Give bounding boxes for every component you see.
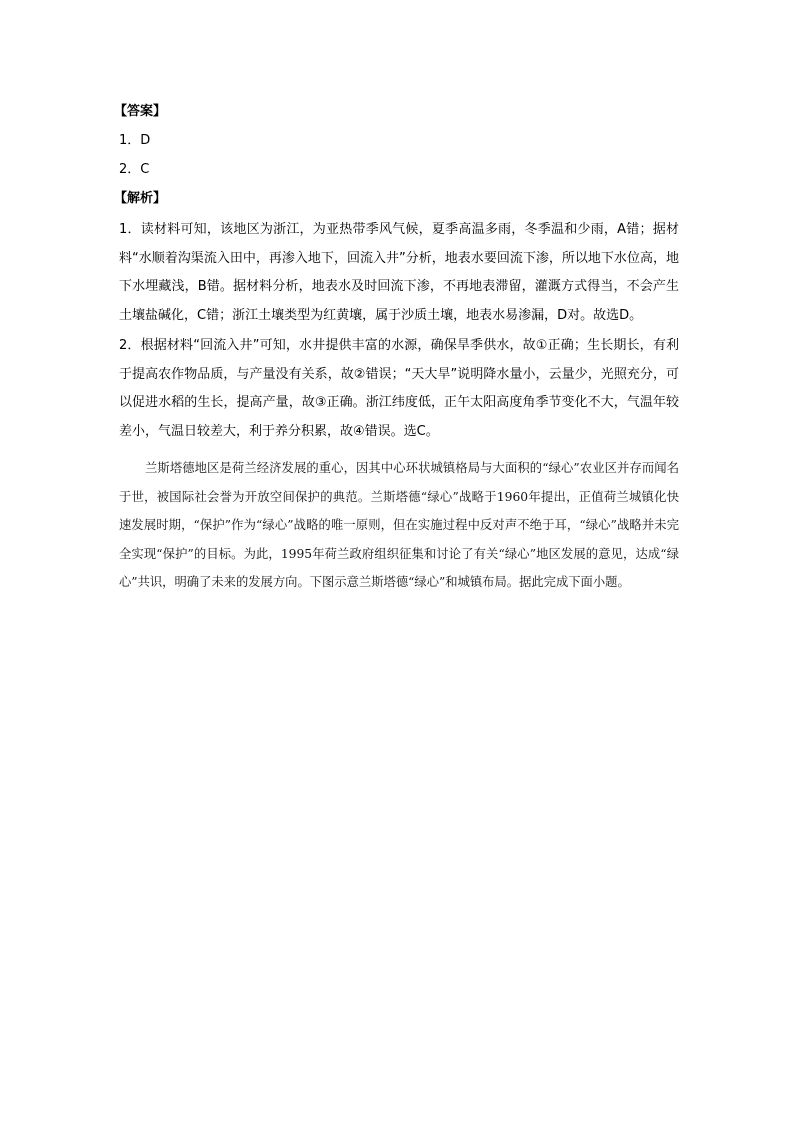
material-paragraph: 兰斯塔德地区是荷兰经济发展的重心，因其中心环状城镇格局与大面积的“绿心”农业区并存而闻名于世，被国际社会誉为开放空间保护的典范。兰斯塔德“绿心”战略于1960年提出，正值荷兰城镇化快速发展时期，“保护”作为“绿心”战略的唯一原则，但在实施过程中反对声不绝于耳，“绿心”战略并未完全实现“保护”的目标。为此，1995年荷兰政府组织征集和讨论了有关“绿心”地区发展的意见，达成“绿心”共识，明确了未来的发展方向。下图示意兰斯塔德“绿心”和城镇布局。据此完成下面小题。 (119, 461, 679, 589)
answer-item-2: 2．C (119, 162, 150, 177)
analysis-paragraph-1: 1．读材料可知，该地区为浙江，为亚热带季风气候，夏季高温多雨，冬季温和少雨，A错；据材料“水顺着沟渠流入田中，再渗入地下，回流入井”分析，地表水要回流下渗，所以地下水位高，地下水埋藏浅，B错。据材料分析，地表水及时回流下渗，不再地表滞留，灌溉方式得当，不会产生土壤盐碱化，C错；浙江土壤类型为红黄壤，属于沙质土壤，地表水易渗漏，D对。故选D。 (119, 222, 679, 323)
document-page (114, 100, 679, 597)
analysis-paragraph-2: 2．根据材料“回流入井”可知，水井提供丰富的水源，确保旱季供水，故①正确；生长期长，有利于提高农作物品质，与产量没有关系，故②错误；“天大旱”说明降水量小，云量少，光照充分，可以促进水稻的生长，提高产量，故③正确。浙江纬度低，正午太阳高度角季节变化不大，气温年较差小，气温日较差大，利于养分积累，故④错误。选C。 (119, 338, 679, 439)
analysis-heading: 【解析】 (114, 191, 167, 206)
answer-item-1: 1．D (119, 133, 151, 148)
answer-heading: 【答案】 (114, 104, 167, 119)
